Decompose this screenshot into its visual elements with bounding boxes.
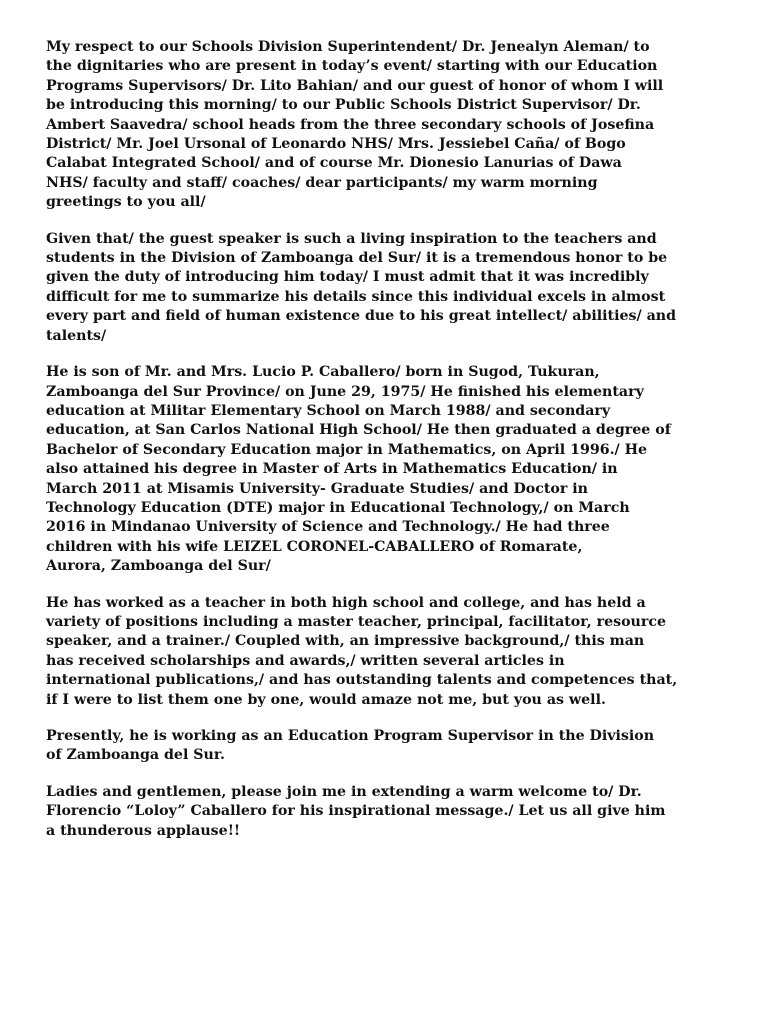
text-line: He has worked as a teacher in both high school and college, and has held a <box>46 594 646 611</box>
text-line: children with his wife LEIZEL CORONEL-CABALLERO of Romarate, <box>46 538 583 555</box>
text-line: a thunderous applause!! <box>46 822 241 839</box>
text-line: of Zamboanga del Sur. <box>46 747 225 764</box>
text-line: Calabat Integrated School/ and of course Mr. Dionesio Lanurias of Dawa <box>46 155 622 172</box>
text-line: 2016 in Mindanao University of Science and Technology./ He had three <box>46 519 610 536</box>
text-line: District/ Mr. Joel Ursonal of Leonardo NHS/ Mrs. Jessiebel Caña/ of Bogo <box>46 136 626 153</box>
paragraph-biography <box>46 363 726 576</box>
text-line: education at Militar Elementary School on March 1988/ and secondary <box>46 402 611 419</box>
text-line: My respect to our Schools Division Superintendent/ Dr. Jenealyn Aleman/ to <box>46 39 650 55</box>
text-line: be introducing this morning/ to our Public Schools District Supervisor/ Dr. <box>46 97 641 114</box>
text-line: students in the Division of Zamboanga del Sur/ it is a tremendous honor to be <box>46 250 668 267</box>
text-line: Programs Supervisors/ Dr. Lito Bahian/ and our guest of honor of whom I will <box>46 77 664 94</box>
text-line: He is son of Mr. and Mrs. Lucio P. Caballero/ born in Sugod, Tukuran, <box>46 364 600 381</box>
text-line: international publications,/ and has outstanding talents and competences that, <box>46 672 678 689</box>
text-line: greetings to you all/ <box>46 194 206 211</box>
paragraph-closing <box>46 783 726 841</box>
text-line: Presently, he is working as an Education Program Supervisor in the Division <box>46 728 655 744</box>
text-line: the dignitaries who are present in today’s event/ starting with our Education <box>46 58 658 75</box>
text-line: also attained his degree in Master of Arts in Mathematics Education/ in <box>46 461 618 478</box>
text-line: speaker, and a trainer./ Coupled with, an impressive background,/ this man <box>46 633 645 650</box>
text-line: education, at San Carlos National High School/ He then graduated a degree of <box>46 422 671 439</box>
text-line: NHS/ faculty and staff/ coaches/ dear participants/ my warm morning <box>46 174 598 191</box>
text-line: Bachelor of Secondary Education major in Mathematics, on April 1996./ He <box>46 441 648 458</box>
paragraph-introduction <box>46 230 726 346</box>
text-line: Given that/ the guest speaker is such a living inspiration to the teachers and <box>46 230 657 247</box>
text-line: Ambert Saavedra/ school heads from the three secondary schools of Josefina <box>46 116 655 133</box>
text-line: has received scholarships and awards,/ written several articles in <box>46 652 565 669</box>
text-line: variety of positions including a master teacher, principal, facilitator, resource <box>46 613 667 630</box>
document-page <box>46 38 726 858</box>
text-line: March 2011 at Misamis University- Graduate Studies/ and Doctor in <box>46 480 588 497</box>
text-line: talents/ <box>46 327 107 344</box>
text-line: every part and field of human existence due to his great intellect/ abilities/ and <box>46 308 677 325</box>
text-line: if I were to list them one by one, would amaze not me, but you as well. <box>46 691 606 708</box>
text-line: Florencio “Loloy” Caballero for his inspirational message./ Let us all give him <box>46 803 666 820</box>
paragraph-current-position <box>46 727 726 766</box>
text-line: Ladies and gentlemen, please join me in extending a warm welcome to/ Dr. <box>46 783 642 800</box>
text-line: Technology Education (DTE) major in Educational Technology,/ on March <box>46 499 630 516</box>
text-line: given the duty of introducing him today/ I must admit that it was incredibly <box>46 269 649 286</box>
text-line: Aurora, Zamboanga del Sur/ <box>46 558 271 575</box>
text-line: Zamboanga del Sur Province/ on June 29, 1975/ He finished his elementary <box>46 383 644 400</box>
paragraph-greetings <box>46 38 726 213</box>
paragraph-career <box>46 594 726 710</box>
text-line: difficult for me to summarize his details since this individual excels in almost <box>46 288 666 305</box>
